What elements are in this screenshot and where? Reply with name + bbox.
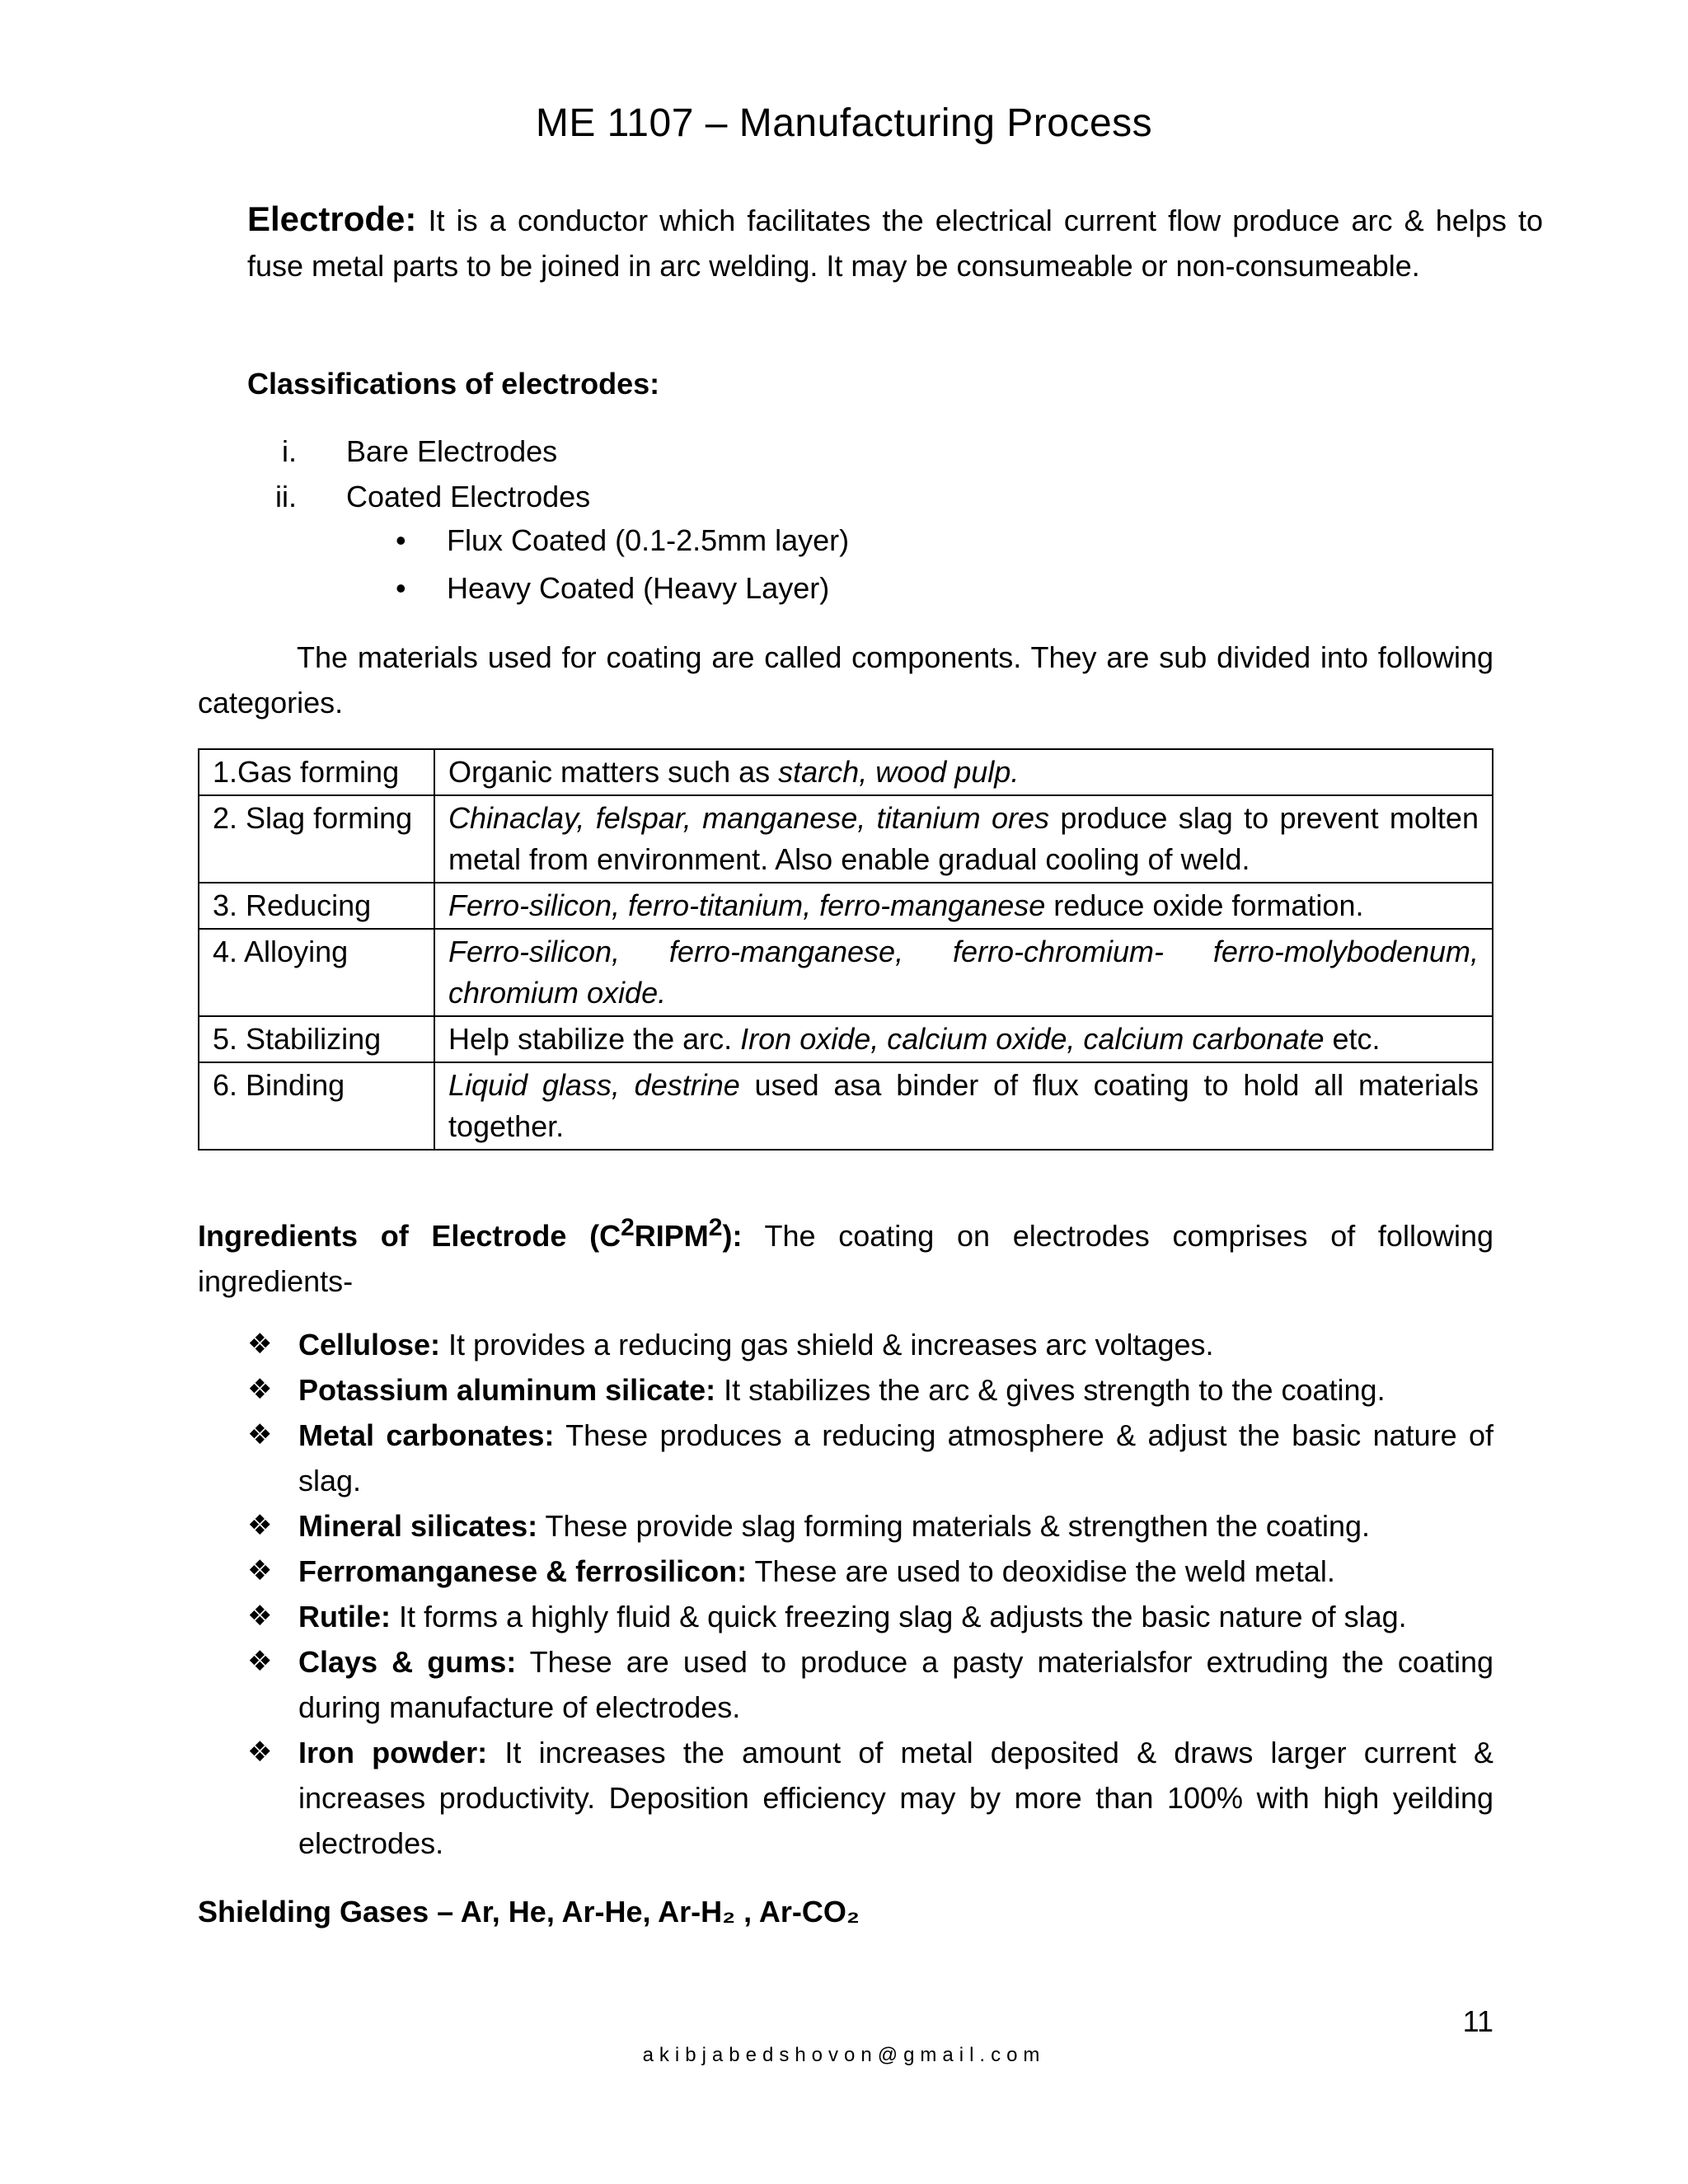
diamond-cluster-icon: ❖ (247, 1329, 273, 1360)
list-item (198, 518, 1493, 565)
ingredients-intro (198, 1205, 1493, 1304)
table-row (199, 1062, 1493, 1150)
category-cell: 2. Slag forming (199, 795, 434, 883)
table-row (199, 795, 1493, 883)
bullet-icon: • (396, 571, 406, 605)
table-row (199, 929, 1493, 1016)
diamond-cluster-icon: ❖ (247, 1555, 273, 1586)
list-number: i. (282, 434, 297, 468)
ingredient-text: It stabilizes the arc & gives strength to the coating. (715, 1373, 1386, 1407)
coated-types-list (198, 518, 1493, 613)
diamond-cluster-icon: ❖ (247, 1601, 273, 1632)
electrode-definition (198, 196, 1543, 288)
list-item (198, 1367, 1493, 1413)
category-cell: 4. Alloying (199, 929, 434, 1016)
description-cell: Help stabilize the arc. Iron oxide, calcium oxide, calcium carbonate etc. (434, 1016, 1493, 1062)
ingredient-text: It provides a reducing gas shield & increases arc voltages. (440, 1328, 1214, 1361)
table-row (199, 749, 1493, 795)
category-cell: 3. Reducing (199, 883, 434, 929)
list-item (198, 1594, 1493, 1639)
classifications-heading: Classifications of electrodes: (247, 367, 660, 401)
list-label: Flux Coated (0.1-2.5mm layer) (447, 523, 850, 557)
ingredient-text: These provide slag forming materials & strengthen the coating. (537, 1509, 1371, 1543)
materials-intro: The materials used for coating are called components. They are sub divided into following categories. (198, 640, 1493, 719)
list-number: ii. (275, 480, 297, 513)
diamond-cluster-icon: ❖ (247, 1419, 273, 1451)
diamond-cluster-icon: ❖ (247, 1646, 273, 1677)
diamond-cluster-icon: ❖ (247, 1374, 273, 1405)
category-cell: 6. Binding (199, 1062, 434, 1150)
table-row (199, 883, 1493, 929)
ingredients-text: The coating on electrodes comprises of following ingredients- (198, 1219, 1494, 1298)
electrode-type-list (198, 429, 1493, 519)
bullet-icon: • (396, 523, 406, 557)
list-label: Bare Electrodes (346, 434, 558, 468)
ingredient-text: These produces a reducing atmosphere & adjust the basic nature of slag. (298, 1418, 1493, 1497)
table-row (199, 1016, 1493, 1062)
ingredient-text: These are used to produce a pasty materialsfor extruding the coating during manufacture of electrodes. (298, 1645, 1493, 1724)
ingredient-term: Cellulose: (298, 1328, 441, 1361)
diamond-cluster-icon: ❖ (247, 1736, 273, 1768)
ingredient-term: Metal carbonates: (298, 1418, 555, 1452)
ingredient-term: Clays & gums: (298, 1645, 517, 1679)
page-number: 11 (1462, 2004, 1493, 2038)
electrode-text: It is a conductor which facilitates the electrical current flow produce arc & helps to fuse metal parts to be joined in arc welding. It may be consumeable or non-consumeable. (247, 204, 1543, 283)
list-label: Coated Electrodes (346, 480, 591, 513)
ingredient-text: It forms a highly fluid & quick freezing slag & adjusts the basic nature of slag. (391, 1600, 1407, 1633)
ingredient-text: It increases the amount of metal deposited & draws larger current & increases productivity. Deposition efficiency may by more than 100% with high yeilding electrodes. (298, 1736, 1493, 1860)
ingredients-heading: Ingredients of Electrode $(C^2RIPM^2)$: (198, 1214, 743, 1253)
ingredient-term: Potassium aluminum silicate: (298, 1373, 716, 1407)
list-item (198, 1322, 1493, 1367)
ingredient-term: Rutile: (298, 1600, 391, 1633)
description-cell: Organic matters such as starch, wood pulp. (434, 749, 1493, 795)
page-title: ME 1107 – Manufacturing Process (535, 101, 1153, 145)
description-cell: Chinaclay, felspar, manganese, titanium ores produce slag to prevent molten metal from environment. Also enable gradual cooling of weld. (434, 795, 1493, 883)
ingredient-term: Ferromanganese & ferrosilicon: (298, 1554, 748, 1588)
diamond-cluster-icon: ❖ (247, 1510, 273, 1541)
ingredients-list (198, 1322, 1493, 1866)
list-item (198, 429, 1493, 474)
category-cell: 1.Gas forming (199, 749, 434, 795)
categories-table (198, 748, 1493, 1151)
list-item (198, 1730, 1493, 1866)
ingredient-text: These are used to deoxidise the weld metal. (747, 1554, 1335, 1588)
list-item (198, 474, 1493, 519)
description-cell: Ferro-silicon, ferro-titanium, ferro-manganese reduce oxide formation. (434, 883, 1493, 929)
list-item (198, 1549, 1493, 1594)
electrode-term: Electrode: (247, 199, 417, 238)
list-label: Heavy Coated (Heavy Layer) (447, 571, 830, 605)
list-item (198, 1413, 1493, 1503)
list-item (198, 565, 1493, 613)
list-item (198, 1503, 1493, 1549)
shielding-gases: Shielding Gases – Ar, He, Ar-He, Ar-H₂ , Ar-CO₂ (198, 1895, 860, 1929)
footer-email: akibjabedshovon@gmail.com (642, 2044, 1046, 2066)
ingredient-term: Mineral silicates: (298, 1509, 538, 1543)
description-cell: Ferro-silicon, ferro-manganese, ferro-chromium- ferro-molybodenum, chromium oxide. (434, 929, 1493, 1016)
description-cell: Liquid glass, destrine used asa binder of flux coating to hold all materials together. (434, 1062, 1493, 1150)
category-cell: 5. Stabilizing (199, 1016, 434, 1062)
ingredient-term: Iron powder: (298, 1736, 488, 1769)
list-item (198, 1639, 1493, 1730)
